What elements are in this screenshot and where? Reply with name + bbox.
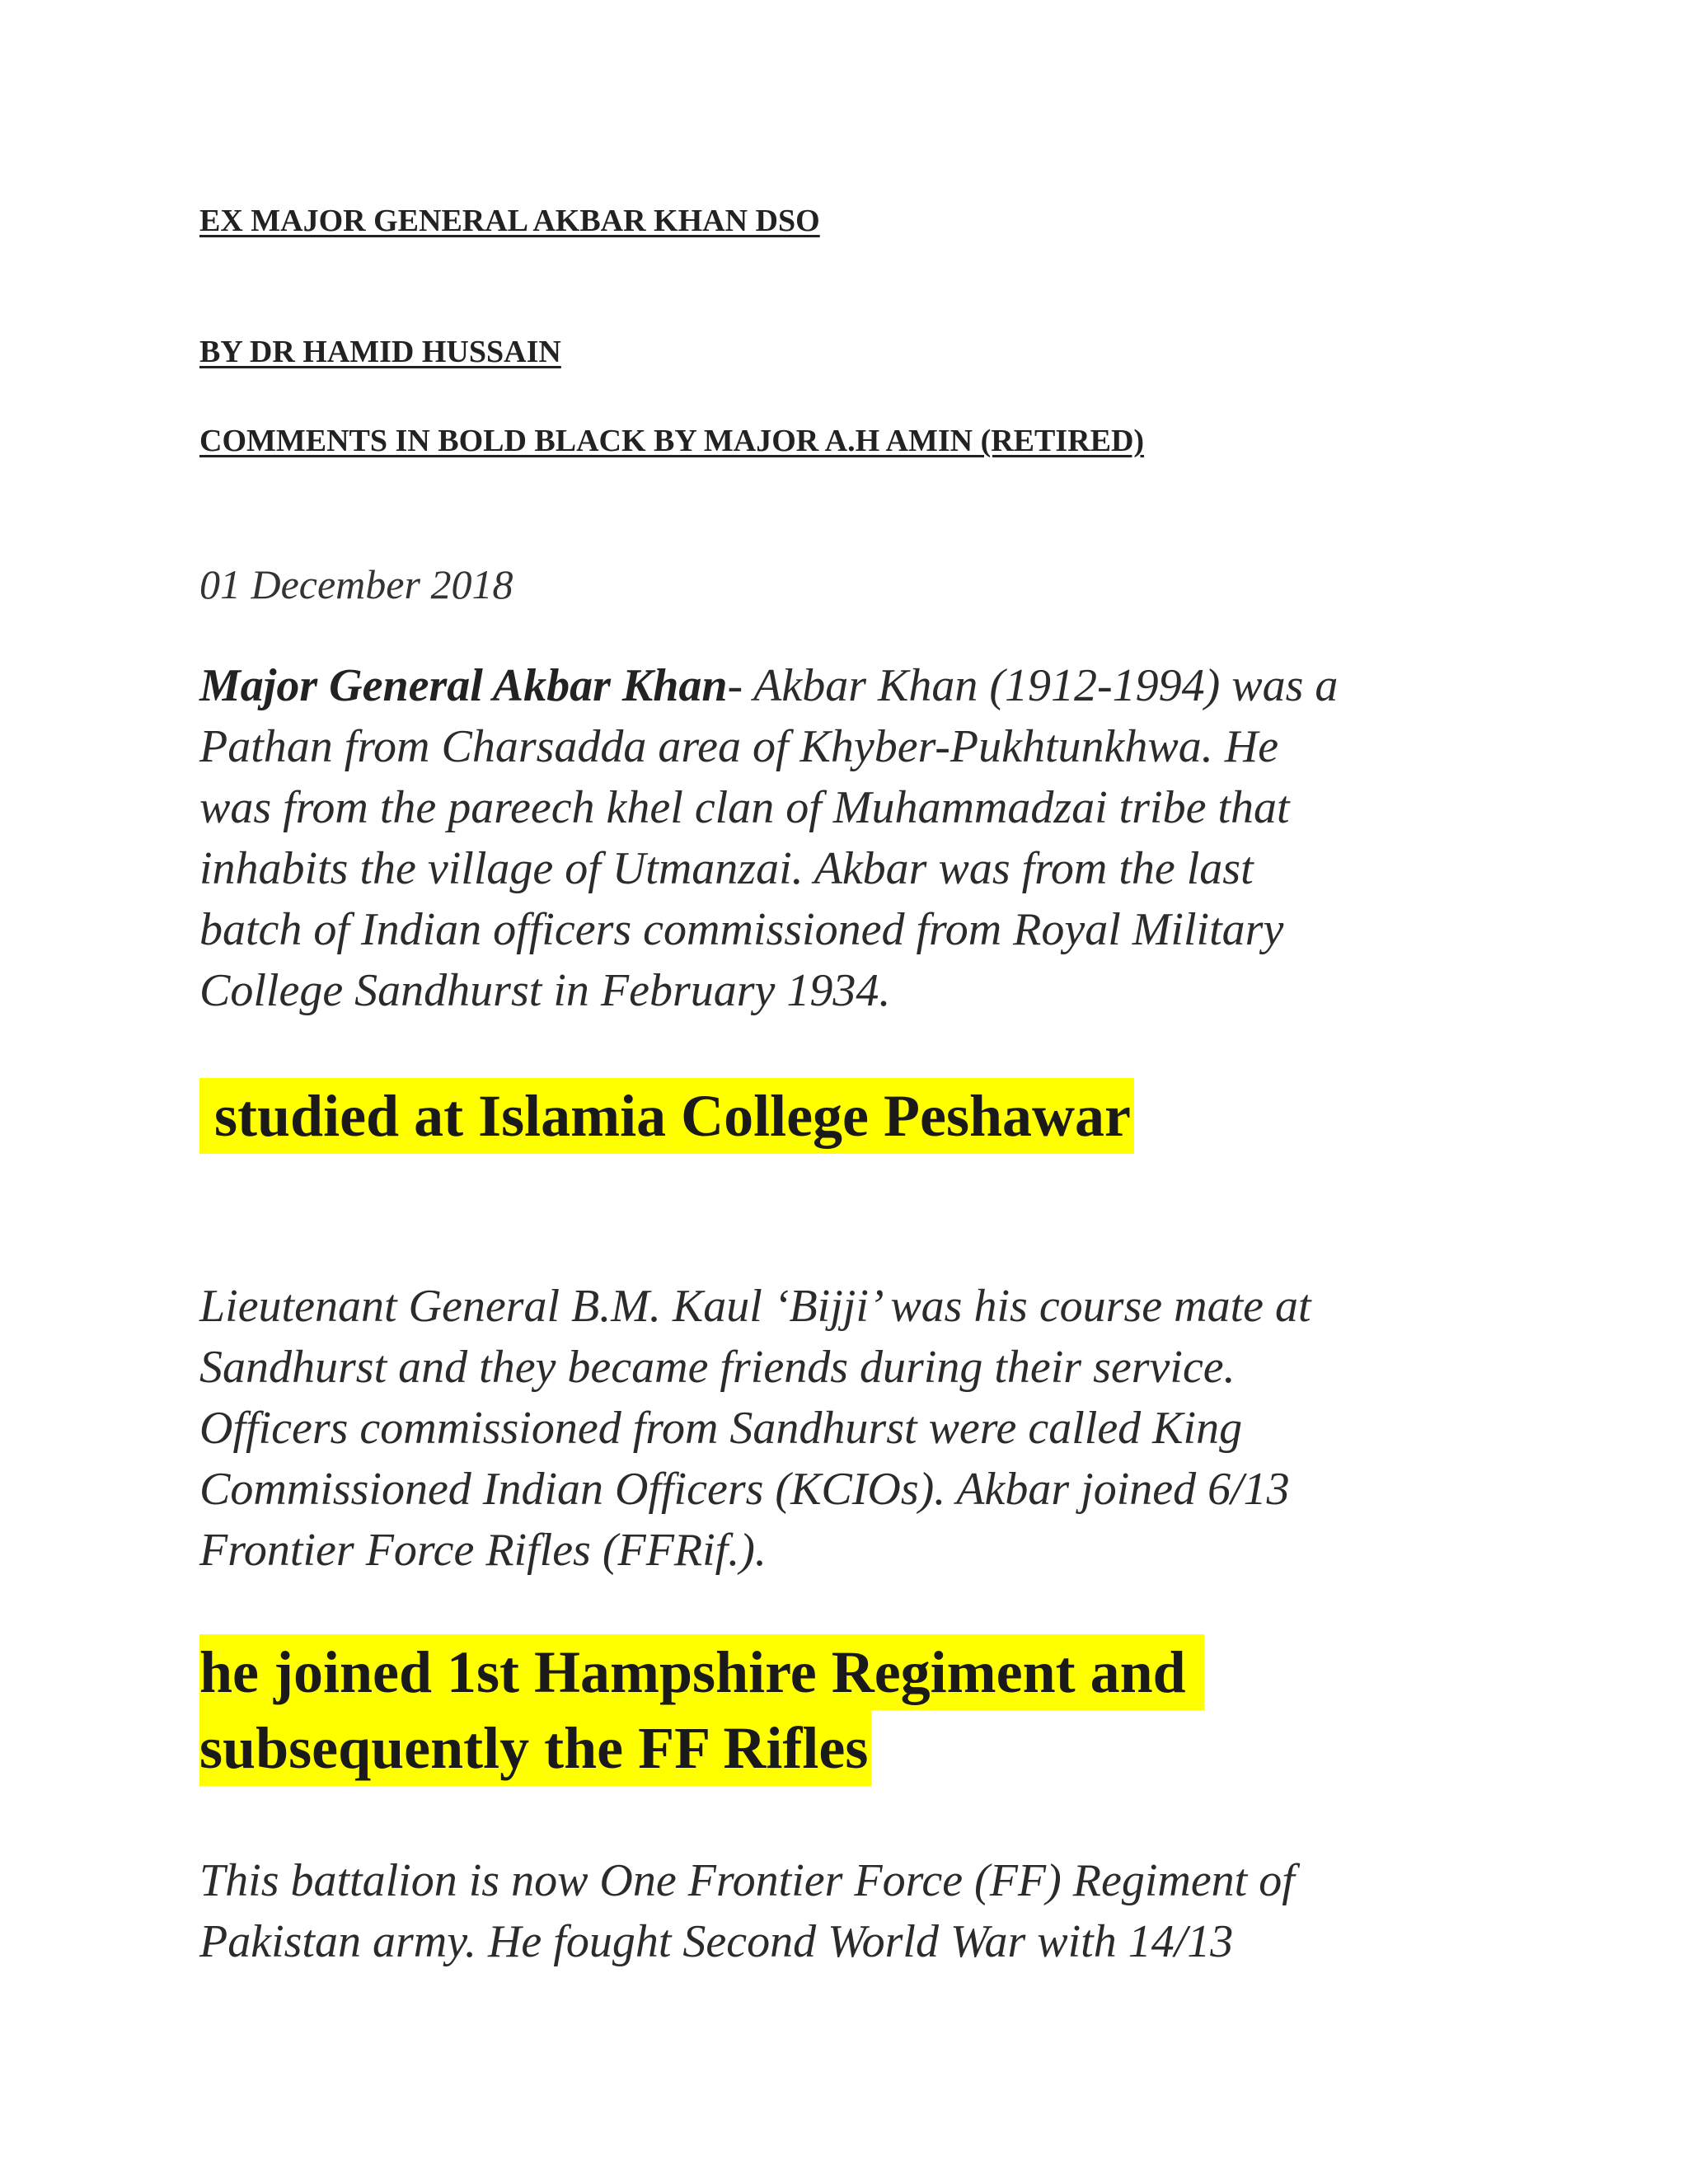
paragraph-line: Pakistan army. He fought Second World War with 14/13 xyxy=(199,1916,1234,1967)
document-title: EX MAJOR GENERAL AKBAR KHAN DSO xyxy=(199,204,820,238)
paragraph-line: This battalion is now One Frontier Force (FF) Regiment of xyxy=(199,1855,1295,1906)
paragraph-line: Lieutenant General B.M. Kaul ‘Bijji’ was his course mate at xyxy=(199,1281,1311,1332)
paragraph-line: Commissioned Indian Officers (KCIOs). Akbar joined 6/13 xyxy=(199,1464,1290,1515)
paragraph-intro xyxy=(199,655,1485,1021)
author-byline: BY DR HAMID HUSSAIN xyxy=(199,335,561,369)
paragraph-course-mate xyxy=(199,1276,1485,1581)
paragraph-line: Pathan from Charsadda area of Khyber-Pukhtunkhwa. He xyxy=(199,721,1279,772)
paragraph-line: was from the pareech khel clan of Muhammadzai tribe that xyxy=(199,782,1290,833)
highlighted-comment-line: subsequently the FF Rifles xyxy=(199,1710,871,1786)
highlighted-comment xyxy=(199,1078,1134,1154)
document-date: 01 December 2018 xyxy=(199,561,513,607)
paragraph-line xyxy=(199,655,1485,716)
paragraph-line: Frontier Force Rifles (FFRif.). xyxy=(199,1525,767,1576)
paragraph-line: inhabits the village of Utmanzai. Akbar was from the last xyxy=(199,843,1254,894)
highlighted-comment-text: studied at Islamia College Peshawar xyxy=(199,1078,1134,1154)
highlighted-comment xyxy=(199,1634,1204,1786)
paragraph-line-text: - Akbar Khan (1912-1994) was a xyxy=(727,660,1339,711)
highlighted-comment-line: he joined 1st Hampshire Regiment and xyxy=(199,1634,1204,1710)
paragraph-line: Sandhurst and they became friends during their service. xyxy=(199,1342,1236,1393)
paragraph-lead: Major General Akbar Khan xyxy=(199,660,728,711)
paragraph-line: batch of Indian officers commissioned from Royal Military xyxy=(199,904,1284,955)
comments-note: COMMENTS IN BOLD BLACK BY MAJOR A.H AMIN (RETIRED) xyxy=(199,424,1145,458)
paragraph-battalion xyxy=(199,1850,1485,1972)
paragraph-line: College Sandhurst in February 1934. xyxy=(199,965,891,1016)
paragraph-line: Officers commissioned from Sandhurst were called King xyxy=(199,1403,1243,1454)
